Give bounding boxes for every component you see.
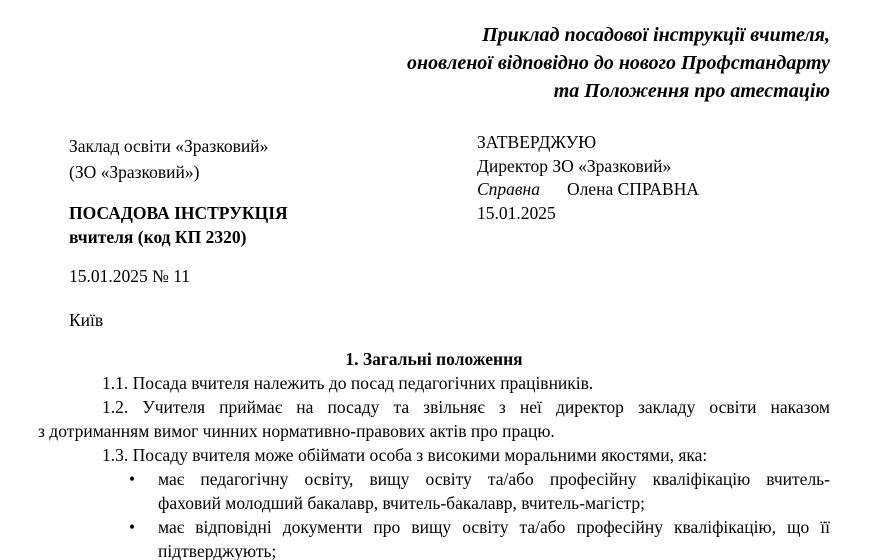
- approval-block: [477, 131, 699, 225]
- organization-block: [69, 133, 268, 185]
- document-title: [69, 201, 288, 249]
- approver-signature: Справна: [477, 179, 540, 199]
- paragraph-1-3: 1.3. Посаду вчителя може обіймати особа з високими моральними якостями, яка:: [102, 445, 708, 465]
- paragraph-1-1: 1.1. Посада вчителя належить до посад педагогічних працівників.: [102, 373, 594, 393]
- requirements-list: [38, 467, 830, 560]
- organization-name: Заклад освіти «Зразковий»: [69, 136, 269, 156]
- document-title-line-2: вчителя (код КП 2320): [69, 227, 247, 247]
- approval-signature-line: [477, 178, 699, 202]
- section-general-provisions: [38, 347, 830, 560]
- paragraph-1-2-line-1: 1.2. Учителя приймає на посаду та звільняє з неї директор закладу освіти наказом: [102, 397, 830, 417]
- bullet-item-education: [158, 467, 830, 515]
- approval-date: 15.01.2025: [477, 202, 556, 223]
- document-title-line-1: ПОСАДОВА ІНСТРУКЦІЯ: [69, 203, 288, 223]
- document-city: Київ: [69, 310, 104, 330]
- approver-name: Олена СПРАВНА: [566, 179, 699, 199]
- approval-label: ЗАТВЕРДЖУЮ: [477, 132, 597, 152]
- bullet-item-education-line-1: • має педагогічну освіту, вищу освіту та/або професійну кваліфікацію вчитель-: [158, 469, 830, 489]
- doc-note-line-2: оновленої відповідно до нового Профстандарту: [407, 52, 830, 74]
- bullet-item-documents-line-1: • має відповідні документи про вищу освіту та/або професійну кваліфікацію, що її: [158, 517, 830, 537]
- doc-note-line-3: та Положення про атестацію: [553, 80, 830, 102]
- bullet-item-documents: [158, 515, 830, 560]
- document-date-number: 15.01.2025 № 11: [69, 266, 191, 286]
- bullet-item-education-line-2: фаховий молодший бакалавр, вчитель-бакалавр, вчитель-магістр;: [158, 493, 645, 513]
- paragraph-1-2: [38, 395, 830, 443]
- organization-abbreviation: (ЗО «Зразковий»): [69, 162, 200, 182]
- doc-note-line-1: Приклад посадової інструкції вчителя,: [482, 24, 830, 46]
- doc-note: [210, 21, 830, 105]
- bullet-item-documents-line-2: підтверджують;: [158, 541, 277, 560]
- paragraph-1-2-line-2: з дотриманням вимог чинних нормативно-правових актів про працю.: [38, 421, 555, 441]
- section-heading: 1. Загальні положення: [345, 349, 523, 369]
- approver-title: Директор ЗО «Зразковий»: [477, 155, 672, 176]
